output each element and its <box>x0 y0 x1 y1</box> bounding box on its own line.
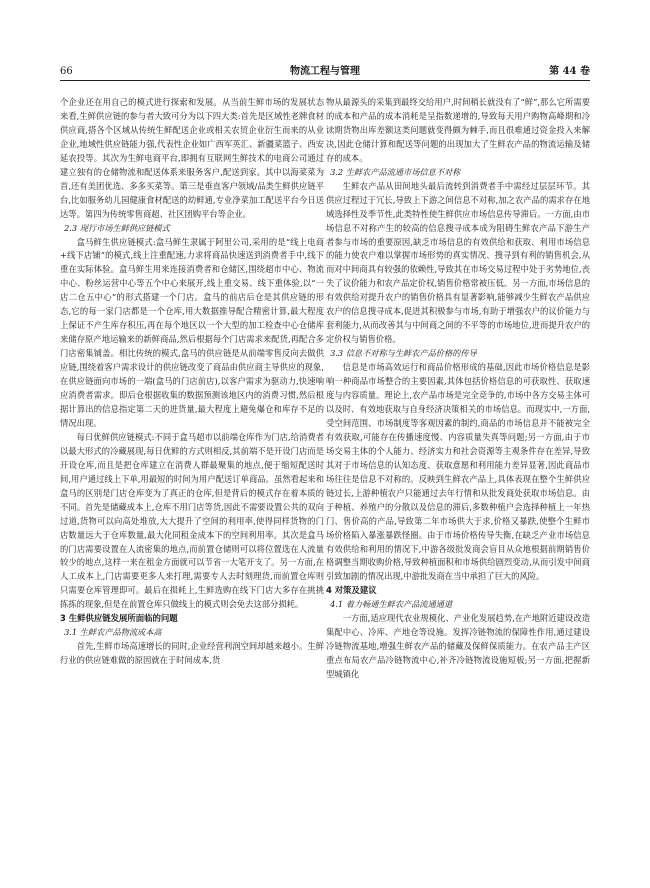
paragraph-logistics-cost-continued: 物从最源头的采集到最终交给用户,时间稍长就没有了“鲜”,那么它所需要的成本和产品的成本消耗是呈指数递增的,导致每天用户购物高峰期和冷读期货物出库差额这类问题就变得颇为棘手,而且很难通过资金投入来解决,因此仓储计算和配送等问题的出现加大了生鲜农产品的物流运输及储存的成本。 <box>326 97 590 163</box>
right-column <box>326 96 590 682</box>
left-column <box>60 96 324 668</box>
section-heading-3-3: 3.3 信息不对称与生鲜农产品价格的传导 <box>330 348 477 359</box>
paragraph-logistics-cost: 首先,生鲜市场高速增长的同时,企业经营利润空间却越来越小。生鲜行业的供应链难做的原因就在于时间成本,货 <box>60 641 324 666</box>
paragraph-missfresh-model: 每日优鲜供应链模式:不同于盒马超市以前端仓库作为门店,给消费者以最大形式的冷藏展现,每日优鲜的方式则相反,其前端不是开设门店而是开设仓库,而且是把仓库建立在消费人群最聚集的地点,便于缩短配送时间,用户通过线上下单,用最短的时间为用户配送订单商品。虽然看起来和盒马的区别是门店仓库变为了真正的仓库,但是背后的模式存在着本质的不同。首先是储藏成本上,仓库不用门店等货,因此不需要设置公共的双向过道,货物可以向高处堆放,大大提升了空间的利用率,使得同样货物的门店数量远大于仓库数量,最大化同租金成本下的空间利用率。其次是盒马的门店需要设置在人流密集的地点,而前置仓储则可以将位置选在人流量较少的地点,这样一来在租金方面就可以节省一大笔开支了。另一方面,在人工成本上,门店需要更多人来打理,需要专人去时刻理货,而前置仓库则只需要仓库管理即可。最后在损耗上,生鲜选购在线下门店大多存在挑挑拣拣的现象,但是在前置仓库只做线上的模式则会免去这部分损耗。 <box>60 431 324 610</box>
paragraph-price-transmission: 信息是市场高效运行和商品价格形成的基础,因此市场价格信息是影响一种商品市场整合的主要因素,其体包括价格信息的可获取性、获取速度与内容质量。理论上,农产品市场是完全竞争的,市场中各方交易主体可以及时、有效地获取与自身经济决策相关的市场信息。而现实中,一方面,受空间范围、市场制度等客观因素的制约,商品的市场信息并不能被完全有效获取,可能存在传播速度慢、内容质量失真等问题;另一方面,由于市场交易主体的个人能力、经济实力和社会资源等主观条件存在差异,导致其对于市场信息的认知态度、获取意愿和利用能力差异显著,因此商品市场往往是信息不对称的。反映到生鲜农产品上,具体表现在整个生鲜供应链过长,上游种植农户只能通过去年行情和从批发商处获取市场信息。由于种植、养殖户的分散以及信息的滞后,多数种植户会选择种植上一年热门、售价高的产品,导致第二年市场供大于求,价格又暴跌,使整个生鲜市场价格陷入暴涨暴跌怪圈。由于市场价格传导失衡,在缺乏产业市场信息有效供给和利用的情况下,中游各级批发商会盲目从众地根据前期销售价格调整当期收购价格,导致种植面积和市场供给剧烈变动,从而引发中间商引致加剧的情况出现,中游批发商在当中承担了巨大的风险。 <box>326 362 590 582</box>
section-heading-4: 4 对策及建议 <box>326 585 377 596</box>
paragraph-supply-chain-participants: 个企业还在用自己的模式进行探索和发展。从当前生鲜市场的发展状态来看,生鲜供应链的参与者大致可分为以下四大类:首先是区域性老牌食材供应商,搭各个区域从传统生鲜配送企业或相关农贸企业衍生而来的从业企业,地域性供应链能力强,代表性企业如广西军英汇、新疆菜篮子、西安延农投等。其次为生鲜电商平台,即拥有互联网生鲜技术的电商公司通过建立独有的仓储物流和配送体系来服务客户,配送到家。其中以海菜菜为首,还有美团优选、多多买菜等。第三是垂直客户领域/品类生鲜供应链平台,比如服务幼儿园健康食材配送的幼鲜通,专业净菜加工配送平台今日送达等。第四为传统零售商超、社区团购平台等企业。 <box>60 97 324 219</box>
section-heading-3-2: 3.2 生鲜农产品流通市场信息不对称 <box>330 166 461 177</box>
paragraph-information-asymmetry: 生鲜农产品从田间地头最后流转到消费者手中需经过层层环节。其供应过程过于冗长,导致上下游之间信息不对称,加之农产品的需求存在地域选择性及季节性,此类特性使生鲜供应市场信息传导滞后。一方面,由市场信息不对称产生的较高的信息搜寻成本成为阻碍生鲜农产品下游生产者参与市场的重要原因,缺乏市场信息的有效供给和获取、利用市场信息的能力使农户难以掌握市场形势的真实情况、搜寻到有利的销售机会,从而对中间商具有较强的依赖性,导致其在市场交易过程中处于劣势地位,丧失了议价能力和农产品定价权,销售价格常被压低。另一方面,市场信息的有效供给对提升农户的销售价格具有显著影响,能够减少生鲜农产品供应农户的信息搜寻成本,促进其积极参与市场,有助于增强农户的议价能力与套利能力,从而改善其与中间商之间的不平等的市场地位,进而提升农户的定价权与销售价格。 <box>326 180 590 345</box>
journal-title: 物流工程与管理 <box>290 66 360 77</box>
paragraph-circulation-channels: 一方面,适应现代农业规模化、产业化发展趋势,在产地附近建设改造集配中心、冷库、产地仓等设施。发挥冷链物流的保障性作用,通过建设冷链物流基地,增强生鲜农产品的储藏及保鲜保质能力。在农产品主产区重点布局农产品冷链物流中心,补齐冷链物流设施短板;另一方面,把握新型城镇化 <box>326 613 590 680</box>
section-heading-4-1: 4.1 着力畅通生鲜农产品流通通道 <box>330 599 453 610</box>
section-heading-3: 3 生鲜供应链发展所面临的问题 <box>60 613 178 624</box>
page-number: 66 <box>60 66 73 77</box>
section-heading-3-1: 3.1 生鲜农产品物流成本高 <box>64 627 162 638</box>
running-header <box>60 64 590 81</box>
section-heading-2-3: 2.3 现行市场生鲜供应链模式 <box>64 222 170 233</box>
paragraph-hema-model: 盒马鲜生供应链模式:盒马鲜生隶属于阿里公司,采用的是“线上电商+线下店铺”的模式,线上注重配速,力求将商品快速送到消费者手中,线下重在实际体验。盒马鲜生用来连接消费者和仓储区,围绕超市中心、物流中心、粉丝运营中心等五个中心来展开,线上重交易、线下重体验,以“一店二仓五中心”的形式搭建一个门店。盒马的前店后仓是其供应链的形态,它的每一家门店都是一个仓库,用大数据推导配合精密计算,最大程度上保证不产生库存积压,再在每个地区以一个大型的加工检查中心仓储库来储存原产地运输来的新鲜商品,然后根据每个门店需求来配货,再配合多门店密集铺盖。相比传统的模式,盒马的供应链是从前端零售反向去做供应链,围绕着客户需求设计的供应链改变了商品由供应商主导供应的现象,在供应链面向市场的一端(盒马的门店前店),以客户需求为驱动力,快速响应消费者需求。即后仓根据收集的数据预测该地区内的消费习惯,然后根据计算出的信息指定第二天的进货量,最大程度上避免爆仓和库存不足的情况出现。 <box>60 236 324 428</box>
volume-label: 第 44 卷 <box>549 66 590 77</box>
